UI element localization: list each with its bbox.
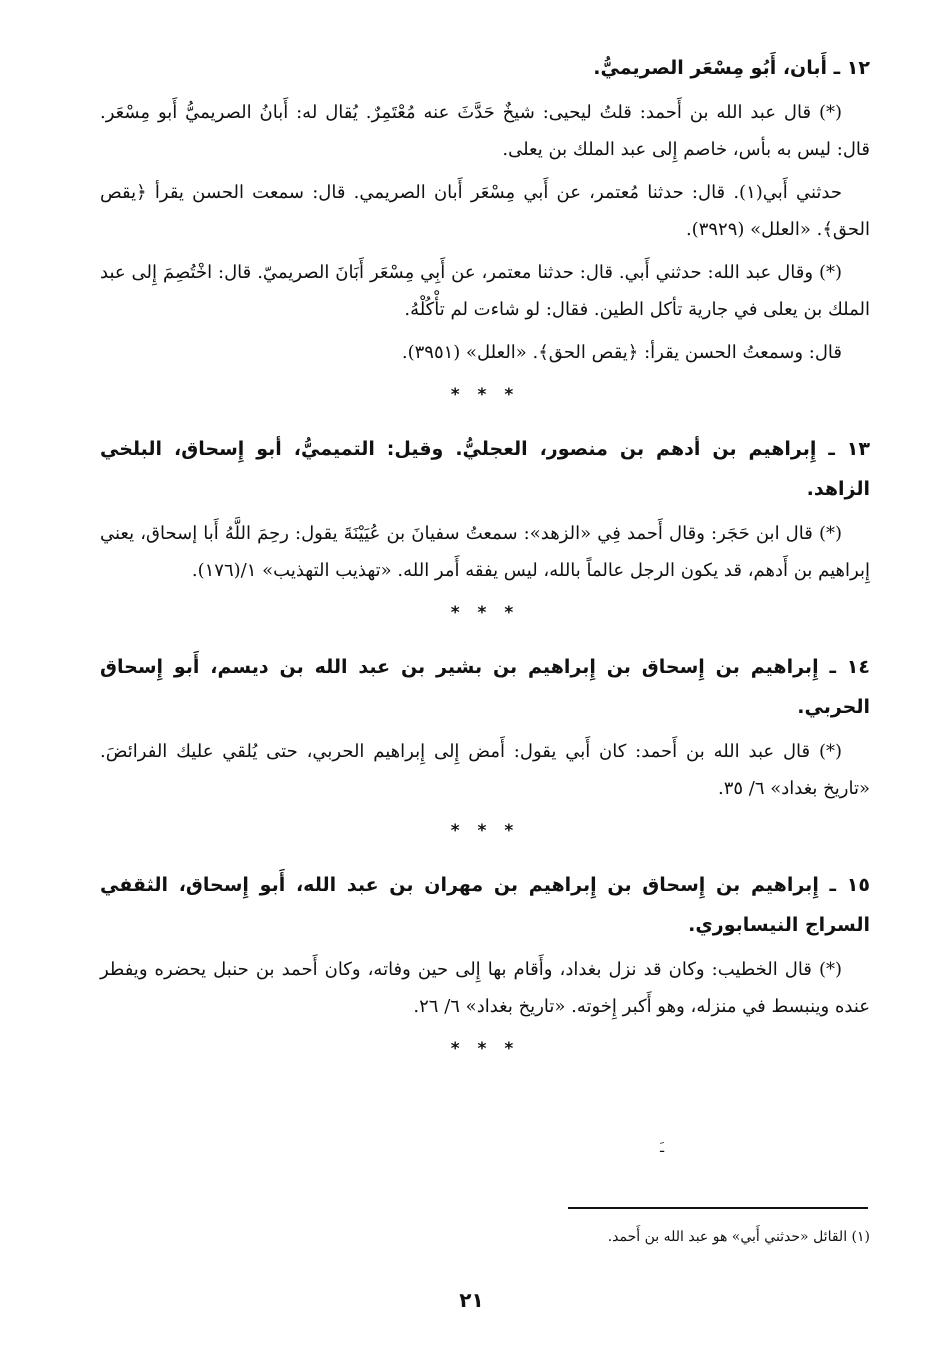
- section-separator: * * *: [450, 385, 520, 405]
- section-separator: * * *: [450, 821, 520, 841]
- entry-12-paragraph-3: (*) وقال عبد الله: حدثني أَبي. قال: حدثنا معتمر، عن أَبِي مِسْعَر أَبَانَ الصريميّ. قال: اخْتُصِمَ إِلى عبد الملك بن يعلى في جارية تأكل الطين. فقال: لو شاءت لم تأْكُلْهُ.: [100, 262, 870, 320]
- section-separator: * * *: [450, 603, 520, 623]
- footnote-divider: [568, 1207, 868, 1209]
- entry-heading-13: ١٣ ـ إِبراهيم بن أدهم بن منصور، العجليُّ. وقيل: التميميُّ، أبو إِسحاق، البلخي الزاهد.: [100, 438, 870, 500]
- section-separator: * * *: [450, 1039, 520, 1059]
- main-text: [100, 48, 870, 1083]
- entry-heading-12: ١٢ ـ أَبان، أَبُو مِسْعَر الصريميُّ.: [593, 57, 870, 79]
- entry-13-paragraph-1: (*) قال ابن حَجَر: وقال أَحمد فِي «الزهد»: سمعتُ سفيانَ بن عُيَيْنَةَ يقول: رحِمَ اللَّهُ أَبا إسحاق، يعني إِبراهيم بن أَدهم، قد يكون الرجل عالماً بالله، ليس يفقه أَمر الله. «تهذيب التهذيب» ١/(١٧٦).: [100, 523, 870, 581]
- stray-mark: ـَ: [660, 1140, 665, 1156]
- entry-heading-15: ١٥ ـ إِبراهيم بن إِسحاق بن إِبراهيم بن مهران بن عبد الله، أَبو إِسحاق، الثقفي السراج النيسابوري.: [100, 874, 870, 936]
- entry-15-paragraph-1: (*) قال الخطيب: وكان قد نزل بغداد، وأَقام بها إِلى حين وفاته، وكان أَحمد بن حنبل يحضره ويفطر عنده وينبسط في منزله، وهو أَكبر إِخوته. «تاريخ بغداد» ٦/ ٢٦.: [100, 959, 870, 1017]
- entry-14-paragraph-1: (*) قال عبد الله بن أَحمد: كان أَبي يقول: أَمض إِلى إِبراهيم الحربي، حتى يُلقي عليك الفرائضَ. «تاريخ بغداد» ٦/ ٣٥.: [100, 741, 870, 799]
- footnote: (١) القائل «حدثني أَبي» هو عبد الله بن أَحمد.: [607, 1229, 870, 1245]
- entry-12-paragraph-4: قال: وسمعتُ الحسن يقرأ: ﴿يقص الحق﴾. «العلل» (٣٩٥١).: [401, 342, 842, 363]
- page-number: ٢١: [459, 1288, 484, 1312]
- entry-12-paragraph-1: (*) قال عبد الله بن أَحمد: قلتُ ليحيى: شيخٌ حَدَّثَ عنه مُعْتَمِرٌ. يُقال له: أَبانُ الصريميُّ أَبو مِسْعَر. قال: ليس به بأس، خاصم إِلى عبد الملك بن يعلى.: [100, 102, 870, 160]
- entry-heading-14: ١٤ ـ إِبراهيم بن إِسحاق بن إِبراهيم بن بشير بن عبد الله بن ديسم، أَبو إِسحاق الحربي.: [100, 656, 870, 718]
- entry-12-paragraph-2: حدثني أَبي(١). قال: حدثنا مُعتمر، عن أَبي مِسْعَر أَبان الصريمي. قال: سمعت الحسن يقرأ ﴿يقص الحق﴾. «العلل» (٣٩٢٩).: [100, 182, 870, 240]
